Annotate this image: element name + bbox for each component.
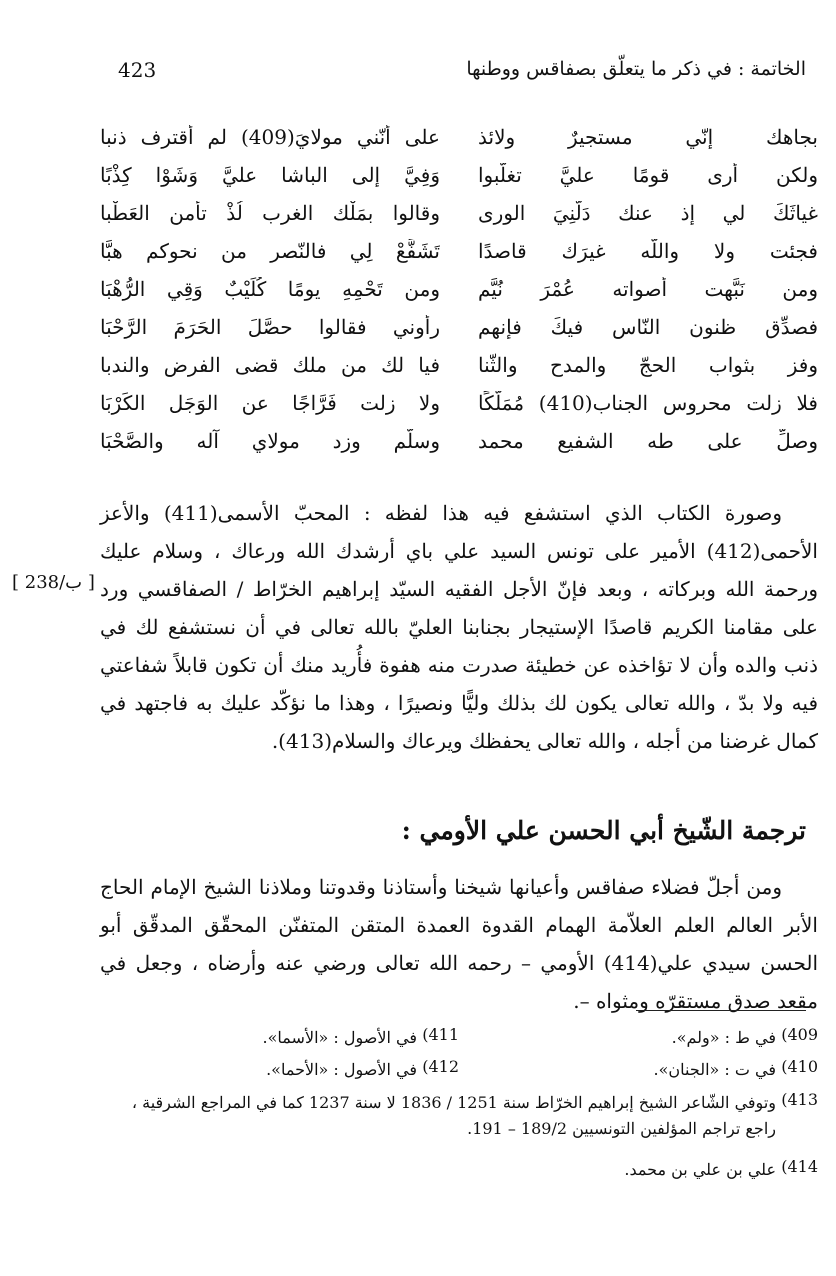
page-number: 423 [118, 58, 157, 82]
verse-first-hemistich: بجاهك إنّي مستجيرٌ ولائذ [478, 125, 818, 149]
verse-first-hemistich: فصدِّق ظنون النّاس فيكَ فإنهم [478, 315, 818, 339]
footnote-text: في الأصول : «الأحما». [266, 1060, 417, 1079]
poem-verse [100, 422, 818, 460]
manuscript-folio-marker: [ 238/ب ] [12, 572, 95, 593]
footnote-text: في ت : «الجنان». [653, 1060, 776, 1079]
verse-second-hemistich: فيا لك من ملك قضى الفرض والندبا [100, 353, 440, 377]
footnote-separator [636, 1010, 806, 1011]
page-header [118, 58, 806, 88]
verse-second-hemistich: وقالوا بمَلْك الغرب لُذْ تأمنِ العَطْبا [100, 201, 440, 225]
poem-verse [100, 156, 818, 194]
poem [100, 118, 818, 460]
verse-first-hemistich: فلا زلت محروس الجناب(410) مُمَلَّكًا [478, 391, 818, 415]
running-head: الخاتمة : في ذكر ما يتعلّق بصفاقس ووطنها [466, 58, 806, 80]
footnote [459, 1157, 818, 1183]
verse-second-hemistich: ومن تَحْمِهِ يومًا كُلَيْبٌ وَقِي الرُّهْبَا [100, 277, 440, 301]
poem-verse [100, 232, 818, 270]
footnote-number: 413) [781, 1090, 818, 1109]
footnote-number: 410) [781, 1057, 818, 1076]
letter-paragraph: وصورة الكتاب الذي استشفع فيه هذا لفظه : المحبّ الأسمى(411) والأعز الأحمى(412) الأمير على تونس السيد علي باي أرشدك الله ورعاك ، وسلام عليك ورحمة الله وبركاته ، وبعد فإنّ الأجل الفقيه السيّد إبراهيم الخرّاط / الصفاقسي ورد على مقامنا الكريم قاصدًا الإستيجار بجنابنا العليّ بالله تعالى في أن نستشفع لك في ذنب والده وأن لا تؤاخذه عن خطيئة صدرت منه هفوة فأُريد منك أن تكون قابلاً شفاعتي فيه ولا بدّ ، والله تعالى يكون لك بذلك وليًّا ونصيرًا ، وهذا ما نؤكّد عليك به فاجتهد في كمال غرضنا من أجله ، والله تعالى يحفظك ويرعاك والسلام(413). [100, 501, 818, 753]
verse-second-hemistich: رأوني فقالوا حصَّلَ الحَرَمَ الرَّحْبَا [100, 315, 440, 339]
verse-second-hemistich: تَشَفَّعْ لِي فالنّصر من نحوكم هبَّا [100, 239, 440, 263]
poem-verse [100, 346, 818, 384]
verse-second-hemistich: ولا زلت فَرَّاجًا عن الوَجَلِ الكَرْبَا [100, 391, 440, 415]
footnote-text: في الأصول : «الأسما». [262, 1028, 417, 1047]
poem-verse [100, 308, 818, 346]
footnote [100, 1090, 818, 1142]
verse-first-hemistich: وصلِّ على طه الشفيع محمد [478, 429, 818, 453]
verse-first-hemistich: ومن نَبَّهت أصواته عُمْرَ نُيَّمٍ [478, 277, 818, 301]
verse-first-hemistich: ولكن أرى قومًا عليَّ تغلّبوا [478, 163, 818, 187]
verse-first-hemistich: فجئت ولا واللّه غيرَك قاصدًا [478, 239, 818, 263]
footnote-text: علي بن علي بن محمد. [624, 1160, 776, 1179]
footnote [459, 1025, 818, 1051]
verse-second-hemistich: وسلّم وزد مولاي آله والصَّحْبَا [100, 429, 440, 453]
footnote-text: وتوفي الشّاعر الشيخ إبراهيم الخرّاط سنة 1251 / 1836 لا سنة 1237 كما في المراجع الشرقية ، راجع تراجم المؤلفين التونسيين 189/2 – 191. [131, 1093, 776, 1138]
biography-paragraph: ومن أجلّ فضلاء صفاقس وأعيانها شيخنا وأستاذنا وقدوتنا وملاذنا الشيخ الإمام الحاج الأبر العالم العلم العلاّمة الهمام القدوة العمدة المتقن المتفنّن المحقّق المدقّق أبو الحسن سيدي علي(414) الأومي – رحمه الله تعالى ورضي عنه وأرضاه ، وجعل في مقعد صدق مستقرّه ومثواه –. [100, 875, 818, 1013]
verse-second-hemistich: على أنّني مولايَ(409) لم أقترف ذنبا [100, 125, 440, 149]
poem-verse [100, 118, 818, 156]
footnote-number: 409) [781, 1025, 818, 1044]
footnote [100, 1025, 459, 1051]
poem-verse [100, 384, 818, 422]
footnote [100, 1057, 459, 1083]
poem-verse [100, 270, 818, 308]
verse-second-hemistich: وَفِيَّ إلى الباشا عليَّ وَشَوْا كِذْبًا [100, 163, 440, 187]
poem-verse [100, 194, 818, 232]
section-title: ترجمة الشّيخ أبي الحسن علي الأومي : [401, 816, 806, 845]
footnote-text: في ط : «ولم». [671, 1028, 776, 1047]
footnote-number: 414) [781, 1157, 818, 1176]
verse-first-hemistich: غياثَكَ لي إذ عنك دَلَّنِيَ الورى [478, 201, 818, 225]
footnotes [100, 1022, 818, 1186]
footnote-number: 412) [422, 1057, 459, 1076]
footnote [459, 1057, 818, 1083]
verse-first-hemistich: وفز بثواب الحجّ والمدح والثّنا [478, 353, 818, 377]
footnote-number: 411) [422, 1025, 459, 1044]
